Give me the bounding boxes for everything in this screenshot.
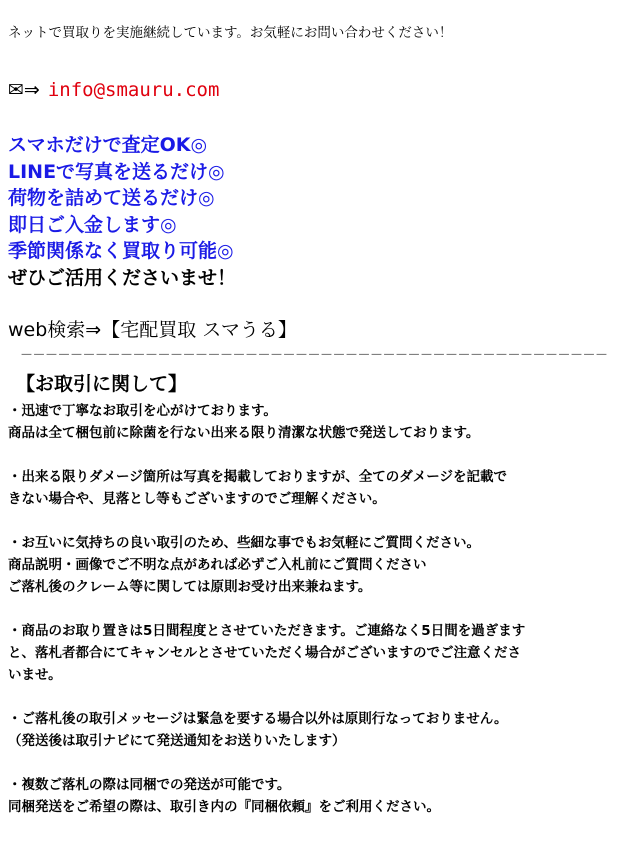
- note-line: いませ。: [8, 667, 62, 683]
- note-line: きない場合や、見落とし等もございますのでご理解ください。: [8, 491, 386, 507]
- note-spacer: [8, 510, 594, 532]
- feature-item: 荷物を詰めて送るだけ◎: [8, 187, 215, 210]
- contact-row: [8, 78, 219, 102]
- notes-section: [8, 400, 594, 818]
- divider-top: －－－－－－－－－－－－－－－－－－－－－－－－－－－－－－－－－－－－－－－－－－－－－－－: [40, 0, 628, 8]
- note-line: と、落札者都合にてキャンセルとさせていただく場合がございますのでご注意くださ: [8, 645, 521, 661]
- contact-email-link[interactable]: info@smauru.com: [47, 79, 220, 101]
- feature-closing: ぜひご活用くださいませ！: [8, 266, 237, 289]
- note-spacer: [8, 686, 594, 708]
- divider-middle: －－－－－－－－－－－－－－－－－－－－－－－－－－－－－－－－－－－－－－－－－－－－－－－: [20, 348, 608, 363]
- note-line: ご落札後のクレーム等に関しては原則お受け出来兼ねます。: [8, 579, 372, 595]
- intro-text: ネットで買取りを実施継続しています。お気軽にお問い合わせください！: [8, 25, 453, 41]
- mail-icon: ✉⇒: [8, 79, 40, 101]
- feature-item: 即日ご入金します◎: [8, 213, 177, 236]
- note-line: 同梱発送をご希望の際は、取引き内の『同梱依頼』をご利用ください。: [8, 799, 440, 815]
- note-spacer: [8, 752, 594, 774]
- note-line: ・迅速で丁寧なお取引を心がけております。: [8, 403, 277, 419]
- note-spacer: [8, 444, 594, 466]
- note-line: 商品説明・画像でご不明な点があれば必ずご入札前にご質問ください: [8, 557, 427, 573]
- feature-list: [8, 132, 236, 292]
- feature-item: 季節関係なく買取り可能◎: [8, 240, 234, 263]
- web-search-text: web検索⇒【宅配買取 スマうる】: [8, 319, 297, 341]
- note-line: ・商品のお取り置きは5日間程度とさせていただきます。ご連絡なく5日間を過ぎます: [8, 623, 526, 639]
- section-title: 【お取引に関して】: [16, 373, 188, 395]
- feature-item: スマホだけで査定OK◎: [8, 134, 208, 156]
- note-line: ・出来る限りダメージ箇所は写真を掲載しておりますが、全てのダメージを記載で: [8, 469, 507, 485]
- note-line: 商品は全て梱包前に除菌を行ない出来る限り清潔な状態で発送しております。: [8, 425, 480, 441]
- note-line: ・ご落札後の取引メッセージは緊急を要する場合以外は原則行なっておりません。: [8, 711, 508, 727]
- note-line: ・お互いに気持ちの良い取引のため、些細な事でもお気軽にご質問ください。: [8, 535, 480, 551]
- note-line: （発送後は取引ナビにて発送通知をお送りいたします）: [8, 733, 346, 749]
- feature-item: LINEで写真を送るだけ◎: [8, 160, 225, 183]
- note-line: ・複数ご落札の際は同梱での発送が可能です。: [8, 777, 291, 793]
- note-spacer: [8, 598, 594, 620]
